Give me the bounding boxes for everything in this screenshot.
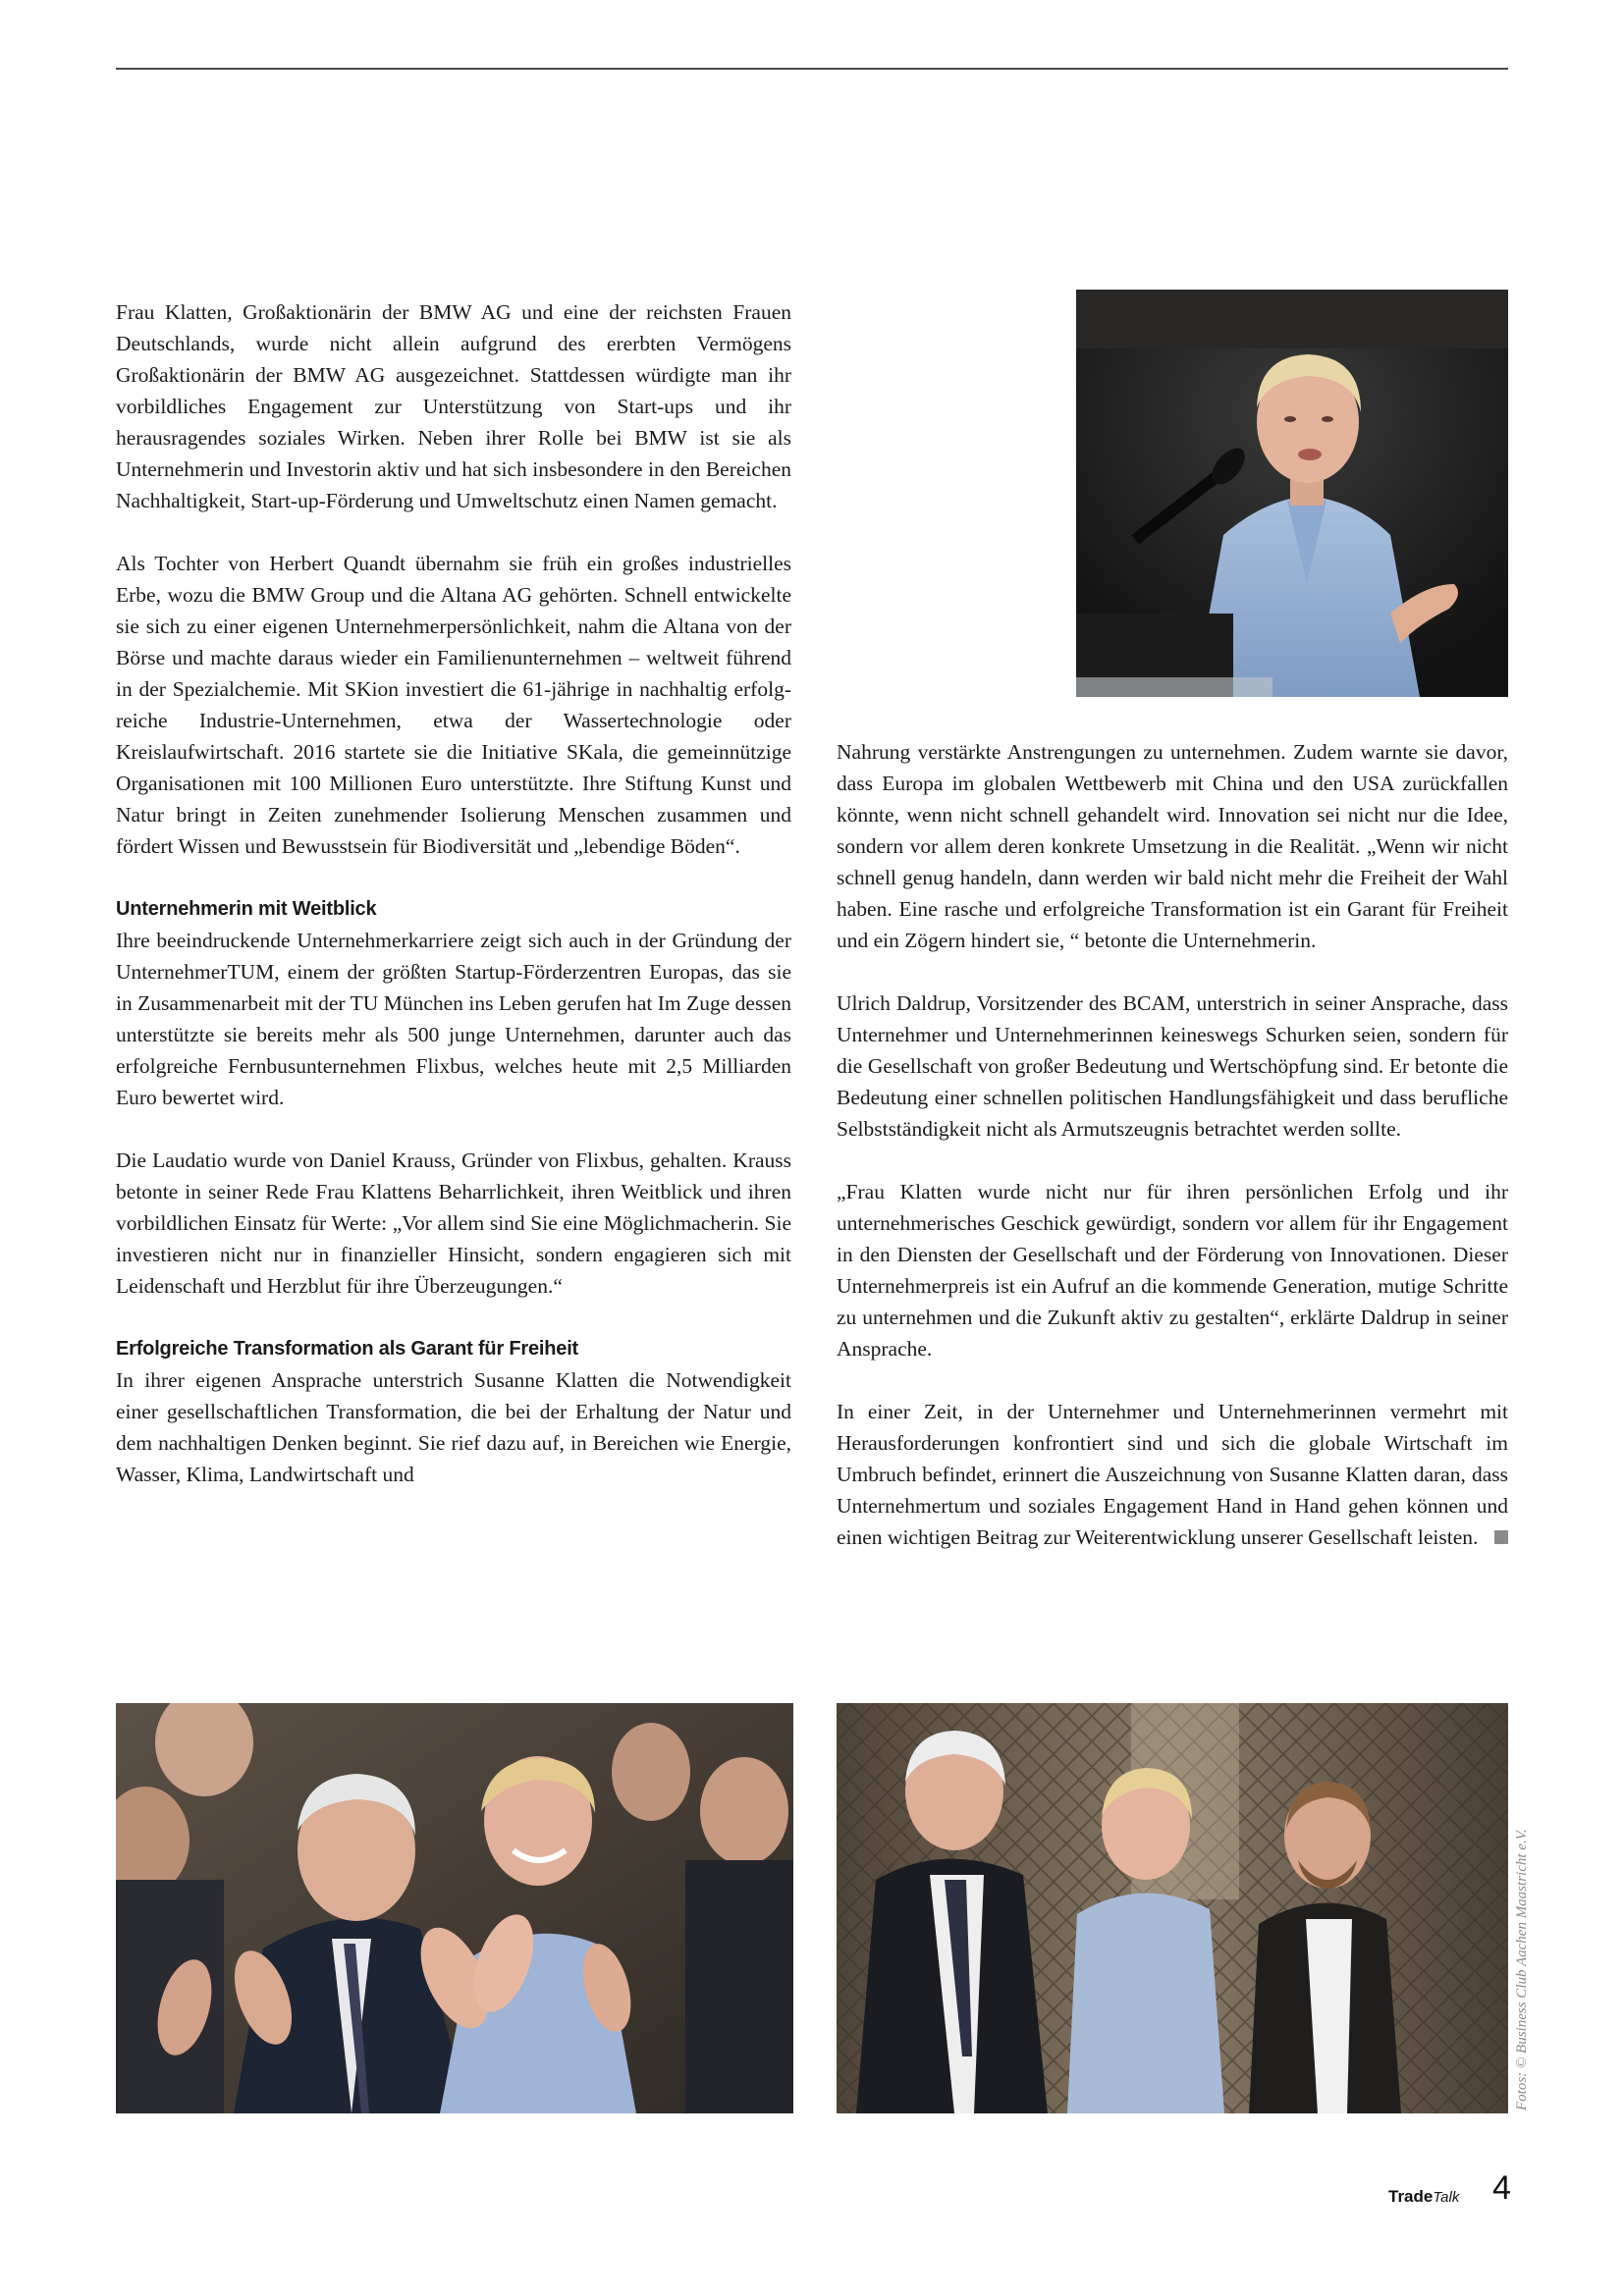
paragraph: Ulrich Daldrup, Vorsitzender des BCAM, unterstrich in seiner Ansprache, dass Unternehmer und Unternehmerinnen keineswegs Schurken seien, sondern für die Gesellschaft von großer Bedeutung und Wertschöpfung sind. Er betonte die Bedeutung einer schnellen politischen Handlungsfähigkeit und dass berufliche Selbstständigkeit nicht als Armutszeugnis betrachtet werden sollte. xyxy=(837,991,1508,1141)
paragraph: „Frau Klatten wurde nicht nur für ihren persönlichen Erfolg und ihr unternehmerisches Geschick gewürdigt, sondern vor allem für ihr Engagement in den Diensten der Gesellschaft und der Förderung von Innovationen. Dieser Unternehmerpreis ist ein Aufruf an die kommende Generation, mutige Schritte zu unternehmen und die Zukunft aktiv zu gestalten“, erklärte Daldrup in seiner Ansprache. xyxy=(837,1180,1508,1361)
footer-brand xyxy=(1388,2187,1459,2207)
section-heading: Unternehmerin mit Weitblick xyxy=(116,898,377,920)
brand-talk: Talk xyxy=(1433,2189,1460,2206)
paragraph: Als Tochter von Herbert Quandt übernahm sie früh ein großes industrielles Erbe, wozu die BMW Group und die Altana AG gehörten. Schnell entwickelte sie sich zu einer eigenen Unternehmerpersönlichkeit, nahm die Altana von der Börse und machte daraus wieder ein Familienunternehmen – weltweit führend in der Spezialchemie. Mit SKion investiert die 61-jährige in nachhaltig erfolgreiche Industrie-Unternehmen, etwa der Wassertechnologie oder Kreislaufwirtschaft. 2016 startete sie die Initiative SKala, die gemeinnützige Organisationen mit 100 Millionen Euro unterstützte. Ihre Stiftung Kunst und Natur bringt in Zeiten zunehmender Isolierung Menschen zusammen und fördert Wissen und Bewusstsein für Biodiversität und „lebendige Böden“. xyxy=(116,552,791,858)
right-text-column xyxy=(837,736,1508,1553)
speaker-photo xyxy=(1076,290,1508,697)
paragraph: Die Laudatio wurde von Daniel Krauss, Gründer von Flixbus, gehalten. Krauss betonte in seiner Rede Frau Klattens Beharrlichkeit, ihren Weitblick und ihren vorbildlichen Einsatz für Werte: „Vor allem sind Sie eine Möglichmacherin. Sie investieren nicht nur in finanzieller Hinsicht, sondern engagieren sich mit Leidenschaft und Herzblut für ihre Überzeugungen.“ xyxy=(116,1148,791,1298)
page-number: 4 xyxy=(1492,2169,1511,2207)
section-heading: Erfolgreiche Transformation als Garant für Freiheit xyxy=(116,1338,579,1360)
paragraph: Frau Klatten, Großaktionärin der BMW AG und eine der reichsten Frauen Deutschlands, wurde nicht allein aufgrund des ererbten Vermögens Großaktionärin der BMW AG ausgezeichnet. Stattdessen würdigte man ihr vorbildliches Engagement zur Unterstützung von Start-ups und ihr herausragendes soziales Wirken. Neben ihrer Rolle bei BMW ist sie als Unternehmerin und Investorin aktiv und hat sich insbesondere in den Bereichen Nachhaltigkeit, Start-up-Förderung und Umweltschutz einen Namen gemacht. xyxy=(116,300,791,512)
brand-trade: Trade xyxy=(1388,2187,1434,2206)
final-paragraph xyxy=(837,1396,1508,1553)
end-of-article-mark xyxy=(1494,1530,1508,1544)
paragraph: Nahrung verstärkte Anstrengungen zu unternehmen. Zudem warnte sie davor, dass Europa im globalen Wettbewerb mit China und den USA zurückfallen könnte, wenn nicht schnell gehandelt wird. Innovation sei nicht nur die Idee, sondern vor allem deren konkrete Umsetzung in die Realität. „Wenn wir nicht schnell genug handeln, dann werden wir bald nicht mehr die Freiheit der Wahl haben. Eine rasche und erfolgreiche Transformation ist ein Garant für Freiheit und ein Zögern hindert sie, “ betonte die Unternehmerin. xyxy=(837,740,1508,952)
paragraph: Ihre beeindruckende Unternehmerkarriere zeigt sich auch in der Gründung der UnternehmerTUM, einem der größten Startup-Förderzentren Europas, das sie in Zusammenarbeit mit der TU München ins Leben gerufen hat Im Zuge dessen unterstützte sie bereits mehr als 500 junge Unternehmen, darunter auch das erfolgreiche Fernbusunternehmen Flixbus, welches heute mit 2,5 Milliarden Euro bewertet wird. xyxy=(116,929,791,1109)
photo-credit: Fotos: © Business Club Aachen Maastricht e.V. xyxy=(1514,1829,1530,2110)
audience-photo xyxy=(116,1703,793,2113)
top-rule xyxy=(116,68,1508,70)
left-text-column xyxy=(116,296,791,1490)
paragraph-text: In einer Zeit, in der Unternehmer und Unternehmerinnen vermehrt mit Herausforderungen konfrontiert sind und sich die globale Wirtschaft im Umbruch befindet, erinnert die Auszeichnung von Susanne Klatten daran, dass Unternehmertum und soziales Engagement Hand in Hand gehen können und einen wichtigen Beitrag zur Weiterentwicklung unserer Gesellschaft leisten. xyxy=(837,1400,1508,1549)
group-photo xyxy=(837,1703,1508,2113)
paragraph: In ihrer eigenen Ansprache unterstrich Susanne Klatten die Notwendigkeit einer gesellschaftlichen Transformation, die bei der Erhaltung der Natur und dem nachhaltigen Denken beginnt. Sie rief dazu auf, in Bereichen wie Energie, Wasser, Klima, Landwirtschaft und xyxy=(116,1368,791,1486)
